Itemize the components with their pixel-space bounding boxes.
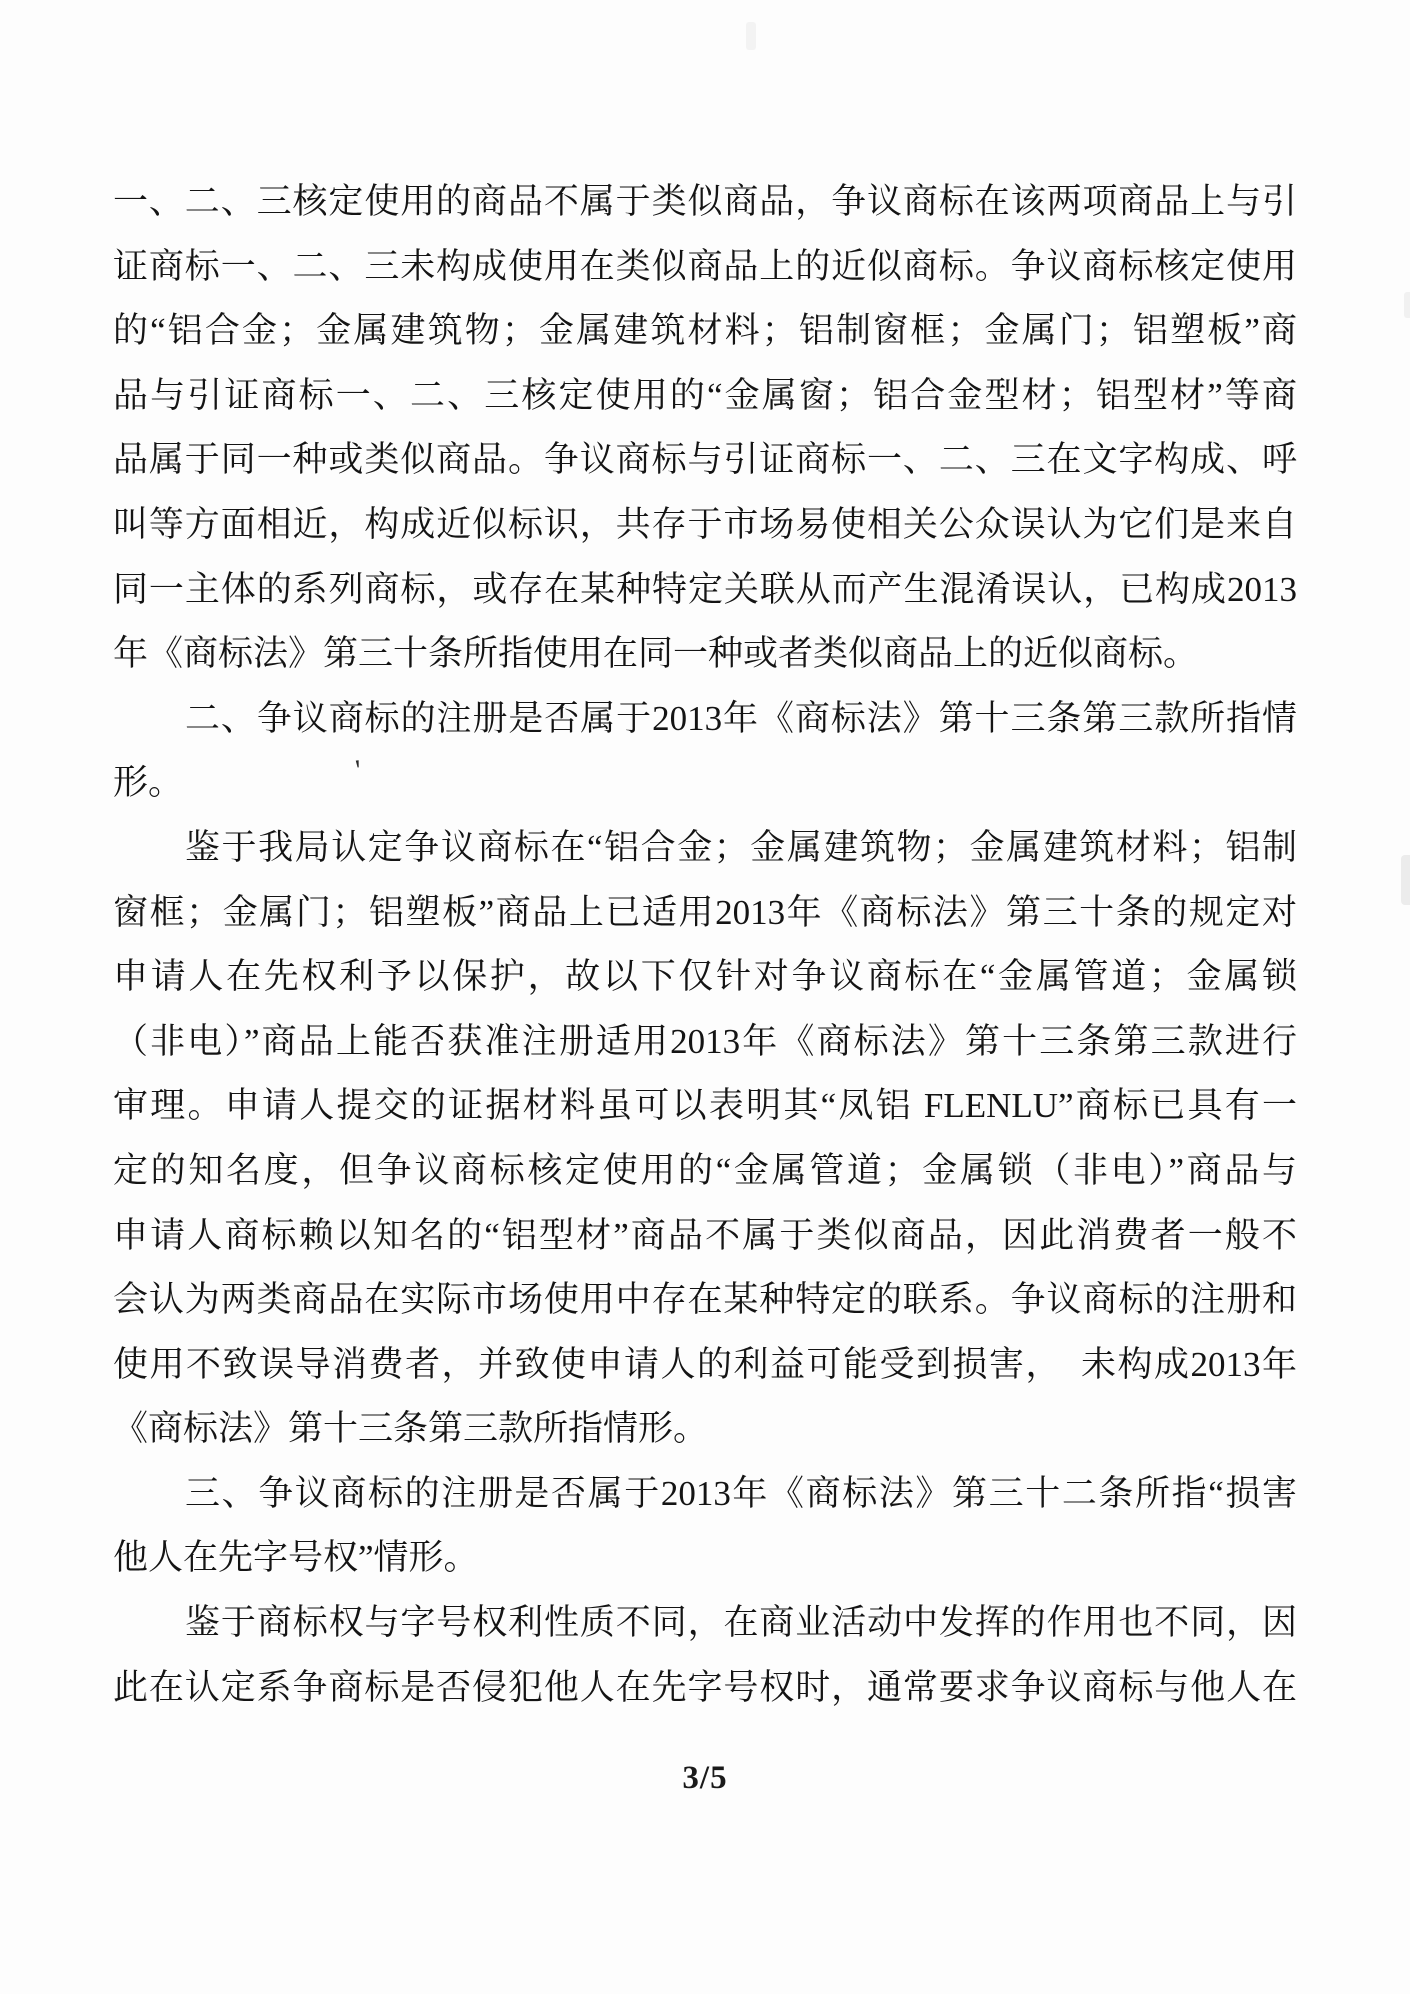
text-line-9: 二、争议商标的注册是否属于2013年《商标法》第十三条第三款所指情 [185, 698, 1297, 738]
text-line-19: 使用不致误导消费者，并致使申请人的利益可能受到损害， 未构成2013年 [113, 1344, 1297, 1384]
text-line-5: 品属于同一种或类似商品。争议商标与引证商标一、二、三在文字构成、呼 [113, 440, 1297, 480]
page-number: 3/5 [682, 1760, 728, 1796]
stray-scan-mark: ' [353, 753, 364, 788]
scan-artifact-top [746, 22, 756, 50]
text-line-4: 品与引证商标一、二、三核定使用的“金属窗；铝合金型材；铝型材”等商 [113, 375, 1297, 415]
text-line-17: 申请人商标赖以知名的“铝型材”商品不属于类似商品，因此消费者一般不 [113, 1215, 1297, 1255]
scan-artifact-right-small [1404, 292, 1410, 318]
text-line-21: 三、争议商标的注册是否属于2013年《商标法》第三十二条所指“损害 [185, 1473, 1297, 1513]
scan-artifact-right [1401, 855, 1410, 905]
text-line-13: 申请人在先权利予以保护，故以下仅针对争议商标在“金属管道；金属锁 [113, 957, 1297, 997]
text-line-1: 一、二、三核定使用的商品不属于类似商品，争议商标在该两项商品上与引 [113, 182, 1297, 221]
text-line-16: 定的知名度，但争议商标核定使用的“金属管道；金属锁（非电）”商品与 [113, 1150, 1297, 1190]
text-line-22: 他人在先字号权”情形。 [113, 1538, 479, 1578]
text-line-14: （非电）”商品上能否获准注册适用2013年《商标法》第十三条第三款进行 [113, 1021, 1297, 1061]
text-line-7: 同一主体的系列商标，或存在某种特定关联从而产生混淆误认，已构成2013 [113, 569, 1297, 609]
text-line-18: 会认为两类商品在实际市场使用中存在某种特定的联系。争议商标的注册和 [113, 1280, 1297, 1320]
text-line-12: 窗框；金属门；铝塑板”商品上已适用2013年《商标法》第三十条的规定对 [113, 892, 1297, 932]
text-line-8: 年《商标法》第三十条所指使用在同一种或者类似商品上的近似商标。 [113, 634, 1199, 674]
text-line-6: 叫等方面相近，构成近似标识，共存于市场易使相关公众误认为它们是来自 [113, 504, 1297, 544]
text-line-10: 形。 [113, 763, 184, 803]
text-line-20: 《商标法》第十三条第三款所指情形。 [113, 1409, 709, 1449]
text-line-24: 此在认定系争商标是否侵犯他人在先字号权时，通常要求争议商标与他人在 [113, 1667, 1297, 1707]
text-line-15: 审理。申请人提交的证据材料虽可以表明其“凤铝 FLENLU”商标已具有一 [113, 1086, 1297, 1126]
text-line-2: 证商标一、二、三未构成使用在类似商品上的近似商标。争议商标核定使用 [113, 246, 1297, 286]
document-body [113, 170, 1297, 1720]
text-line-11: 鉴于我局认定争议商标在“铝合金；金属建筑物；金属建筑材料；铝制 [185, 827, 1297, 867]
text-line-23: 鉴于商标权与字号权利性质不同，在商业活动中发挥的作用也不同，因 [185, 1603, 1297, 1643]
text-line-3: 的“铝合金；金属建筑物；金属建筑材料；铝制窗框；金属门；铝塑板”商 [113, 311, 1297, 351]
